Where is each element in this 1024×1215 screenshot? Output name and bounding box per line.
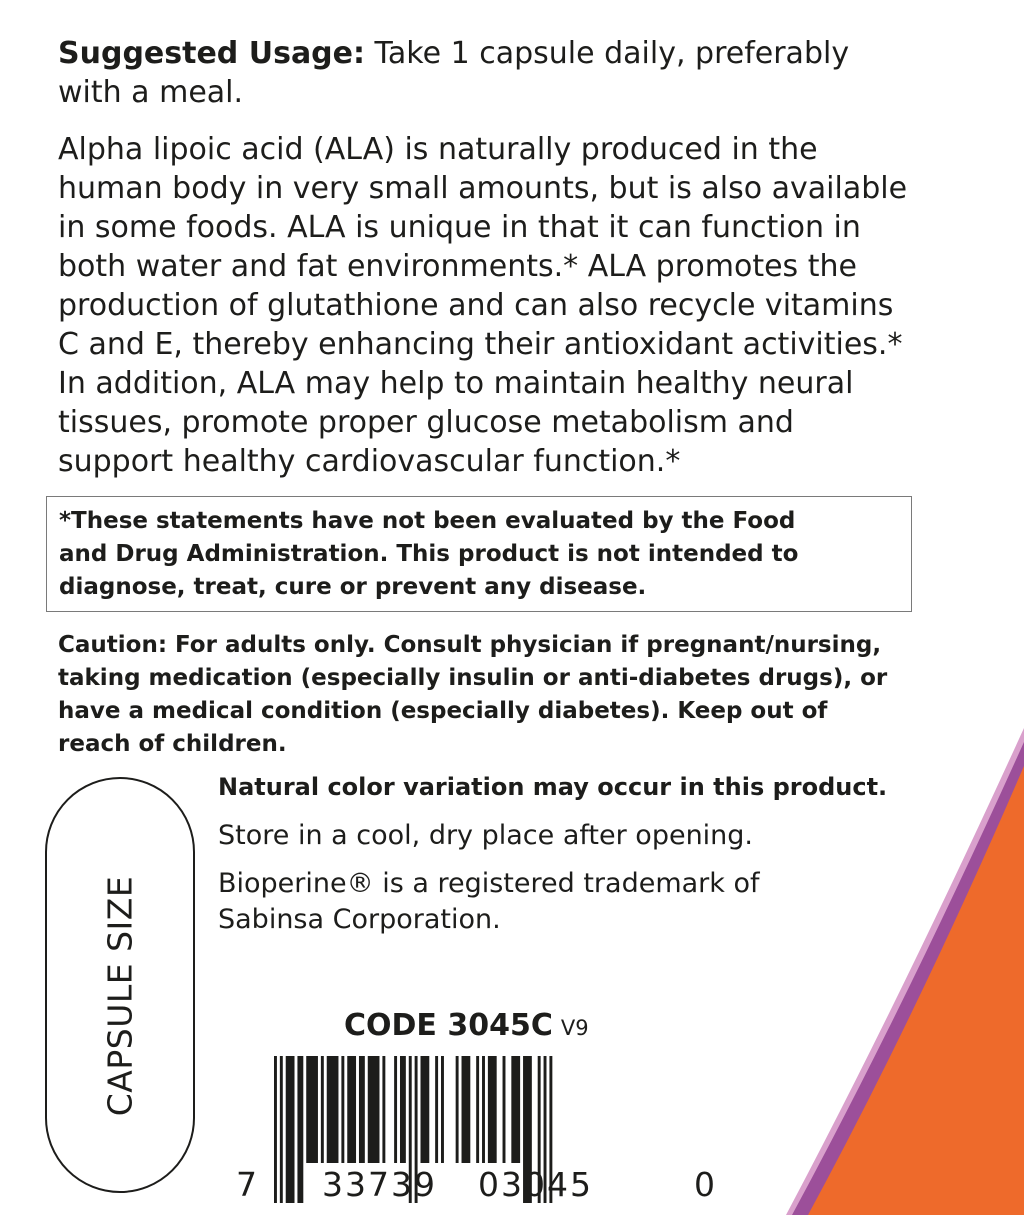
usage-line-2: with a meal. [58, 75, 244, 110]
usage-heading: Suggested Usage: [58, 36, 366, 71]
version-code: V9 [560, 1016, 589, 1040]
caution-line: reach of children. [58, 731, 287, 757]
disclaimer-line: and Drug Administration. This product is not intended to [59, 541, 799, 567]
description-line: In addition, ALA may help to maintain healthy neural [58, 366, 854, 401]
description-line: both water and fat environments.* ALA promotes the [58, 249, 857, 284]
description-line: production of glutathione and can also recycle vitamins [58, 288, 894, 323]
caution-line: taking medication (especially insulin or anti-diabetes drugs), or [58, 665, 888, 691]
product-code: CODE 3045C [344, 1008, 553, 1043]
description-line: in some foods. ALA is unique in that it can function in [58, 210, 861, 245]
trademark-line: Sabinsa Corporation. [218, 904, 501, 935]
barcode-product-digits: 03045 [478, 1165, 593, 1204]
disclaimer-line: *These statements have not been evaluated by the Food [59, 508, 796, 534]
trademark-line: Bioperine® is a registered trademark of [218, 868, 760, 899]
caution-line: have a medical condition (especially diabetes). Keep out of [58, 698, 828, 724]
storage-instructions: Store in a cool, dry place after opening. [218, 820, 754, 851]
description-line: Alpha lipoic acid (ALA) is naturally produced in the [58, 132, 818, 167]
disclaimer-line: diagnose, treat, cure or prevent any disease. [59, 574, 647, 600]
capsule-size-label: CAPSULE SIZE [100, 875, 140, 1117]
barcode-manufacturer-digits: 33739 [322, 1165, 437, 1204]
usage-text: Take 1 capsule daily, preferably [365, 36, 850, 71]
description-line: tissues, promote proper glucose metabolism and [58, 405, 794, 440]
barcode-check-digit: 0 [694, 1165, 715, 1204]
description-line: support healthy cardiovascular function.* [58, 444, 681, 479]
description-line: C and E, thereby enhancing their antioxidant activities.* [58, 327, 903, 362]
barcode-number-system-digit: 7 [236, 1165, 257, 1204]
description-line: human body in very small amounts, but is also available [58, 171, 908, 206]
color-variation-note: Natural color variation may occur in this product. [218, 773, 888, 801]
caution-line: Caution: For adults only. Consult physician if pregnant/nursing, [58, 632, 882, 658]
